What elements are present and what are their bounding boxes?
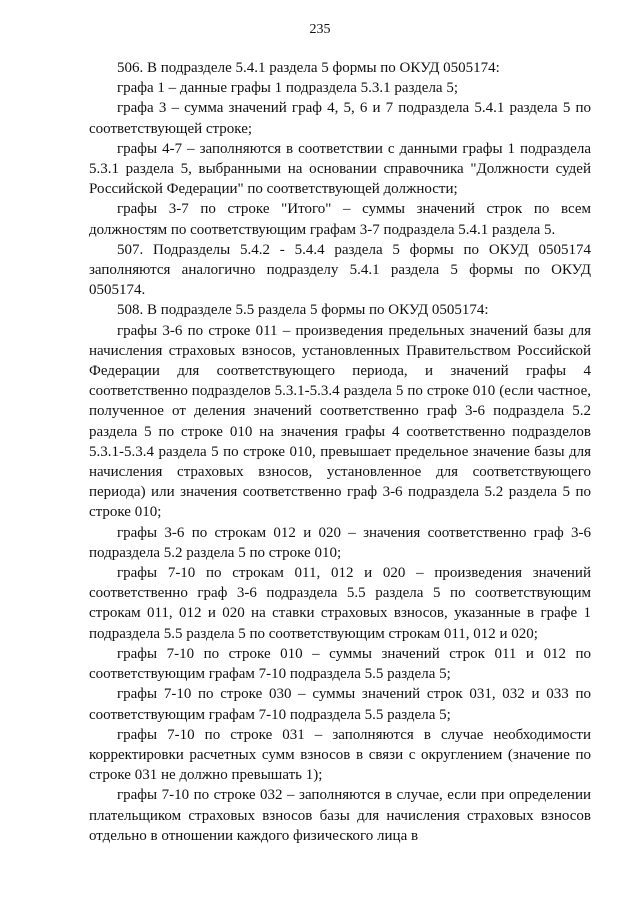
paragraph-508-heading: 508. В подразделе 5.5 раздела 5 формы по ОКУД 0505174: xyxy=(117,302,489,319)
paragraph-507: 507. Подразделы 5.4.2 - 5.4.4 раздела 5 формы по ОКУД 0505174 заполняются аналогично подразделу 5.4.1 раздела 5 формы по ОКУД 0505174. xyxy=(89,241,591,299)
paragraph: графы 7-10 по строке 031 – заполняются в случае необходимости корректировки расчетных сумм взносов в связи с округлением (значение по строке 031 не должно превышать 1); xyxy=(89,726,591,784)
paragraph: графы 4-7 – заполняются в соответствии с данными графы 1 подраздела 5.3.1 раздела 5, выбранными на основании справочника "Должности судей Российской Федерации" по соответствующей должности; xyxy=(89,140,591,198)
paragraph: графы 7-10 по строкам 011, 012 и 020 – произведения значений соответственно граф 3-6 подраздела 5.5 раздела 5 по соответствующим строкам 011, 012 и 020 на ставки страховых взносов, указанные в графе 1 подраздела 5.5 раздела 5 по соответствующим строкам 011, 012 и 020; xyxy=(89,565,591,642)
paragraph: графы 7-10 по строке 032 – заполняются в случае, если при определении плательщиком страховых взносов базы для начисления страховых взносов отдельно в отношении каждого физического лица в xyxy=(89,787,591,844)
paragraph: графа 1 – данные графы 1 подраздела 5.3.1 раздела 5; xyxy=(117,80,459,97)
page-number: 235 xyxy=(309,22,331,37)
paragraph: графы 7-10 по строке 030 – суммы значений строк 031, 032 и 033 по соответствующим графам 7-10 подраздела 5.5 раздела 5; xyxy=(89,686,591,723)
paragraph: графы 3-6 по строкам 012 и 020 – значения соответственно граф 3-6 подраздела 5.2 раздела 5 по строке 010; xyxy=(89,524,591,561)
document-body xyxy=(89,58,591,846)
paragraph-506-heading: 506. В подразделе 5.4.1 раздела 5 формы по ОКУД 0505174: xyxy=(117,60,500,76)
paragraph: графы 7-10 по строке 010 – суммы значений строк 011 и 012 по соответствующим графам 7-10 подраздела 5.5 раздела 5; xyxy=(89,645,591,683)
paragraph: графы 3-6 по строке 011 – произведения предельных значений базы для начисления страховых взносов, установленных Правительством Российской Федерации для соответствующего периода, и значений графы 4 соответственно подразделов 5.3.1-5.3.4 раздела 5 по строке 010 (если частное, полученное от деления значений соответственно граф 3-6 подраздела 5.2 раздела 5 по строке 010 на значения графы 4 соответственно подразделов 5.3.1-5.3.4 раздела 5 по строке 010, превышает предельное значение базы для начисления страховых взносов, установленное для соответствующего периода) или значения соответственно граф 3-6 подраздела 5.2 раздела 5 по строке 010; xyxy=(89,322,591,521)
paragraph: графы 3-7 по строке "Итого" – суммы значений строк по всем должностям по соответствующим графам 3-7 подраздела 5.4.1 раздела 5. xyxy=(89,201,591,238)
paragraph: графа 3 – сумма значений граф 4, 5, 6 и 7 подраздела 5.4.1 раздела 5 по соответствующей строке; xyxy=(89,100,591,137)
